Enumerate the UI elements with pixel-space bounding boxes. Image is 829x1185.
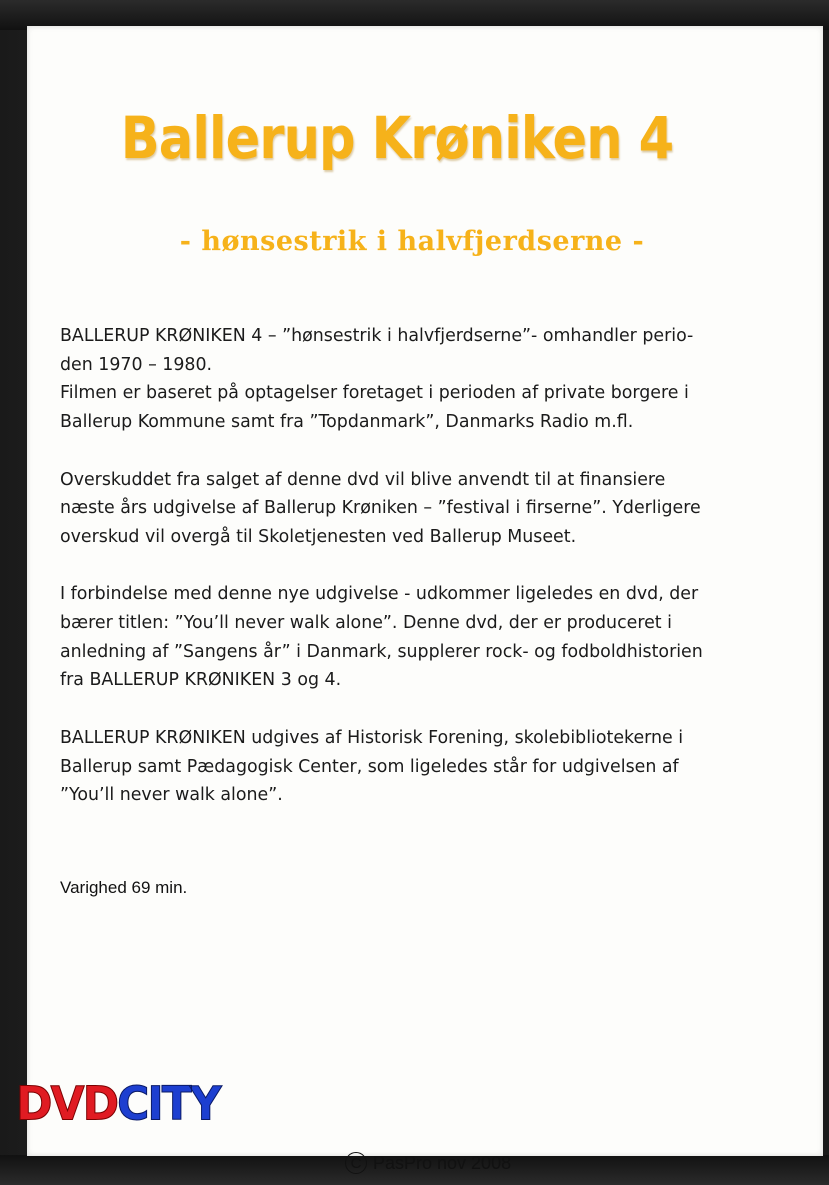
copyright-icon: C — [345, 1152, 367, 1174]
duration-label: Varighed 69 min. — [60, 878, 188, 897]
dvdcity-logo — [16, 1079, 230, 1132]
text-line: BALLERUP KRØNIKEN 4 – ”hønsestrik i halvfjerdserne”- omhandler perio- — [60, 326, 694, 346]
text-line: Ballerup samt Pædagogisk Center, som ligeledes står for udgivelsen af — [60, 756, 679, 777]
text-line: anledning af ”Sangens år” i Danmark, supplerer rock- og fodboldhistorien — [60, 641, 703, 662]
description-text — [60, 322, 760, 839]
logo-city-text: CITY — [117, 1077, 220, 1132]
paragraph-2 — [60, 466, 760, 552]
copyright-notice — [345, 1152, 511, 1174]
text-line: Filmen er baseret på optagelser foretaget i perioden af private borgere i — [60, 383, 689, 404]
text-line: BALLERUP KRØNIKEN udgives af Historisk Forening, skolebibliotekerne i — [60, 727, 684, 748]
text-line: den 1970 – 1980. — [60, 354, 213, 375]
paragraph-4 — [60, 724, 760, 810]
text-line: bærer titlen: ”You’ll never walk alone”. Denne dvd, der er produceret i — [60, 613, 672, 633]
text-line: overskud vil overgå til Skoletjenesten ved Ballerup Museet. — [60, 526, 577, 547]
paragraph-3 — [60, 580, 760, 695]
cover-subtitle: - hønsestrik i halvfjerdserne - — [179, 226, 645, 257]
text-line: Overskuddet fra salget af denne dvd vil blive anvendt til at finansiere — [60, 469, 666, 490]
logo-dvd-text: DVD — [16, 1077, 118, 1132]
cover-insert — [27, 26, 823, 1173]
copyright-text: PasPro nov 2008 — [373, 1152, 512, 1173]
paragraph-1 — [60, 322, 760, 437]
text-line: Ballerup Kommune samt fra ”Topdanmark”, Danmarks Radio m.fl. — [60, 412, 634, 433]
text-line: næste års udgivelse af Ballerup Krøniken – ”festival i firserne”. Yderligere — [60, 498, 701, 519]
text-line: fra BALLERUP KRØNIKEN 3 og 4. — [60, 670, 342, 691]
cover-title: Ballerup Krøniken 4 — [120, 104, 674, 172]
text-line: I forbindelse med denne nye udgivelse - udkommer ligeledes en dvd, der — [60, 584, 699, 605]
text-line: ”You’ll never walk alone”. — [60, 785, 283, 806]
